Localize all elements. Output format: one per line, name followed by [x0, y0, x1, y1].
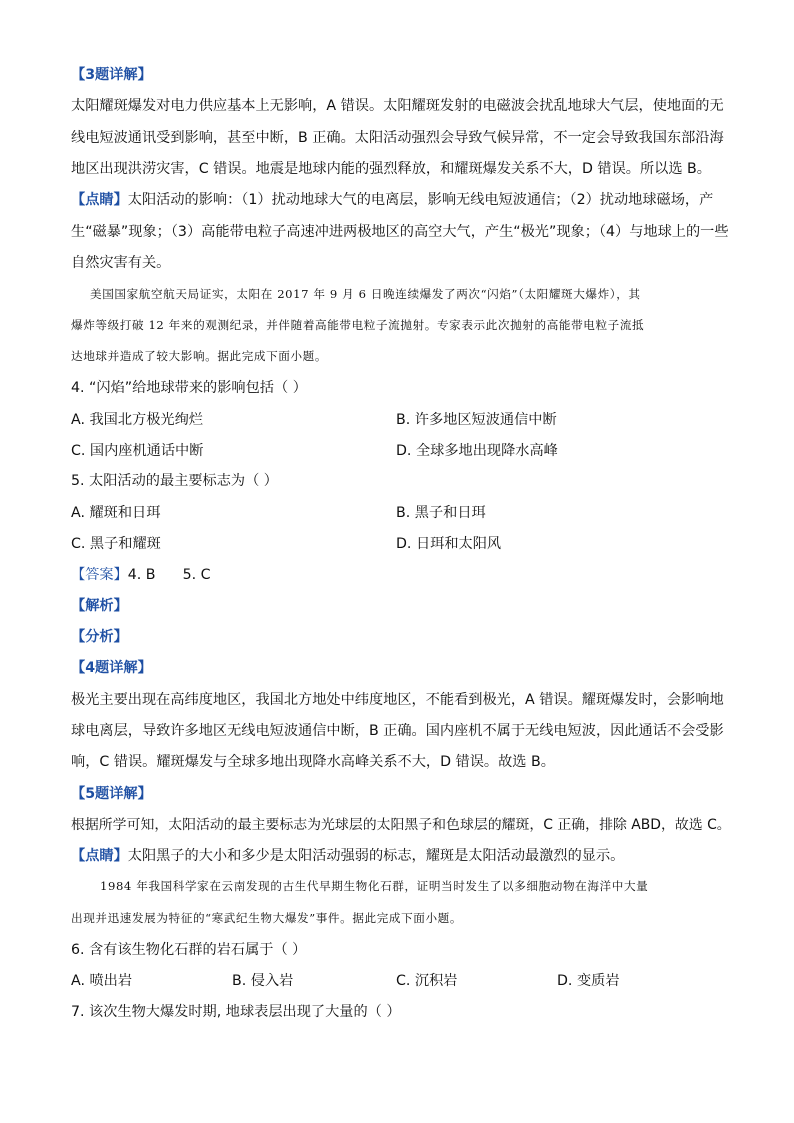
tip2-text: 太阳黑子的大小和多少是太阳活动强弱的标志，耀斑是太阳活动最激烈的显示。 [127, 848, 625, 864]
q6-option-b: B. 侵入岩 [232, 973, 294, 989]
q6-stem: 6. 含有该生物化石群的岩石属于（ ） [71, 942, 307, 958]
q6-option-a: A. 喷出岩 [71, 973, 133, 989]
q5-detail-line: 根据所学可知，太阳活动的最主要标志为光球层的太阳黑子和色球层的耀斑，C 正确，排除 ABD，故选 C。 [71, 817, 731, 833]
q4-stem: 4. “闪焰”给地球带来的影响包括（ ） [71, 380, 307, 396]
passage1-line-1: 美国国家航空航天局证实，太阳在 2017 年 9 月 6 日晚连续爆发了两次“闪焰”（太阳耀斑大爆炸），其 [90, 287, 641, 301]
q5-detail-heading: 【5题详解】 [71, 786, 152, 802]
q3-detail-heading: 【3题详解】 [71, 67, 152, 83]
tip1-text-1: 太阳活动的影响：（1）扰动地球大气的电离层，影响无线电短波通信；（2）扰动地球磁场，产 [127, 192, 714, 208]
q4-detail-line-3: 响，C 错误。耀斑爆发与全球多地出现降水高峰关系不大，D 错误。故选 B。 [71, 754, 555, 770]
q4-detail-line-2: 球电离层，导致许多地区无线电短波通信中断，B 正确。国内座机不属于无线电短波，因此通话不会受影 [71, 723, 724, 739]
tip2-label: 【点睛】 [71, 848, 128, 864]
tip1-line-1 [71, 189, 731, 211]
q4-detail-heading: 【4题详解】 [71, 660, 152, 676]
q5-option-a: A. 耀斑和日珥 [71, 505, 161, 521]
tip1-label: 【点睛】 [71, 192, 128, 208]
q5-stem: 5. 太阳活动的最主要标志为（ ） [71, 473, 278, 489]
q4-option-c: C. 国内座机通话中断 [71, 443, 204, 459]
q7-stem: 7. 该次生物大爆发时期, 地球表层出现了大量的（ ） [71, 1004, 401, 1020]
q3-detail-line-1: 太阳耀斑爆发对电力供应基本上无影响，A 错误。太阳耀斑发射的电磁波会扰乱地球大气层，使地面的无 [71, 98, 724, 114]
q6-option-c: C. 沉积岩 [396, 973, 458, 989]
passage2-line-2: 出现并迅速发展为特征的“寒武纪生物大爆发”事件。据此完成下面小题。 [71, 911, 463, 925]
passage1-line-2: 爆炸等级打破 12 年来的观测纪录，并伴随着高能带电粒子流抛射。专家表示此次抛射的高能带电粒子流抵 [71, 318, 645, 332]
q3-detail-line-3: 地区出现洪涝灾害，C 错误。地震是地球内能的强烈释放，和耀斑爆发关系不大，D 错误。所以选 B。 [71, 161, 711, 177]
q6-option-d: D. 变质岩 [557, 973, 620, 989]
answer-label: 【答案】 [71, 567, 128, 583]
q5-option-c: C. 黑子和耀斑 [71, 536, 161, 552]
q4-detail-line-1: 极光主要出现在高纬度地区，我国北方地处中纬度地区，不能看到极光，A 错误。耀斑爆发时，会影响地 [71, 692, 724, 708]
q5-option-d: D. 日珥和太阳风 [396, 536, 502, 552]
analysis-label: 【解析】 [71, 598, 128, 614]
q4-option-b: B. 许多地区短波通信中断 [396, 412, 557, 428]
answer-line [71, 564, 731, 586]
tip1-line-3: 自然灾害有关。 [71, 255, 171, 271]
passage1-line-3: 达地球并造成了较大影响。据此完成下面小题。 [71, 349, 328, 363]
tip1-line-2: 生“磁暴”现象；（3）高能带电粒子高速冲进两极地区的高空大气，产生“极光”现象；（4）与地球上的一些 [71, 224, 729, 240]
passage2-line-1: 1984 年我国科学家在云南发现的古生代早期生物化石群，证明当时发生了以多细胞动物在海洋中大量 [100, 879, 649, 893]
q4-option-a: A. 我国北方极光绚烂 [71, 412, 203, 428]
q5-option-b: B. 黑子和日珥 [396, 505, 486, 521]
fenxi-label: 【分析】 [71, 629, 128, 645]
q3-detail-line-2: 线电短波通讯受到影响，甚至中断，B 正确。太阳活动强烈会导致气候异常，不一定会导致我国东部沿海 [71, 130, 724, 146]
answer-text: 4. B 5. C [127, 567, 211, 583]
q4-option-d: D. 全球多地出现降水高峰 [396, 443, 558, 459]
tip2-line [71, 845, 731, 867]
